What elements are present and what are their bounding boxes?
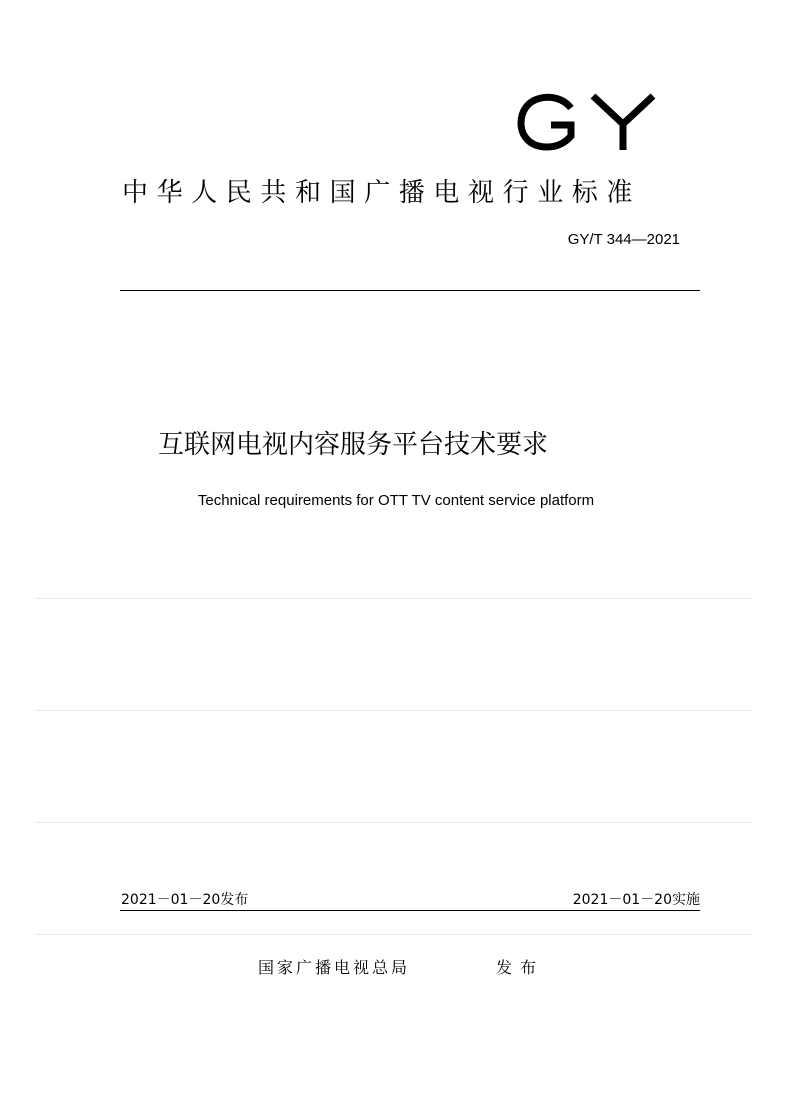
footer-divider: [120, 910, 700, 911]
issue-label: 发布: [496, 958, 545, 977]
dotted-guide-line: [36, 598, 752, 599]
header-divider: [120, 290, 700, 291]
standard-category-title: 中华人民共和国广播电视行业标准: [122, 178, 642, 208]
standard-number: GY/T 344—2021: [567, 231, 680, 248]
dotted-guide-line: [36, 710, 752, 711]
issue-date: 2021－01－20发布: [121, 892, 249, 908]
document-title-chinese: 互联网电视内容服务平台技术要求: [158, 430, 549, 460]
dotted-guide-line: [36, 822, 752, 823]
dotted-guide-line: [36, 934, 752, 935]
issuing-authority: 国家广播电视总局: [258, 958, 411, 977]
document-title-english: Technical requirements for OTT TV content service platform: [197, 492, 595, 509]
gy-logo: [515, 92, 665, 154]
implementation-date: 2021－01－20实施: [572, 892, 700, 908]
